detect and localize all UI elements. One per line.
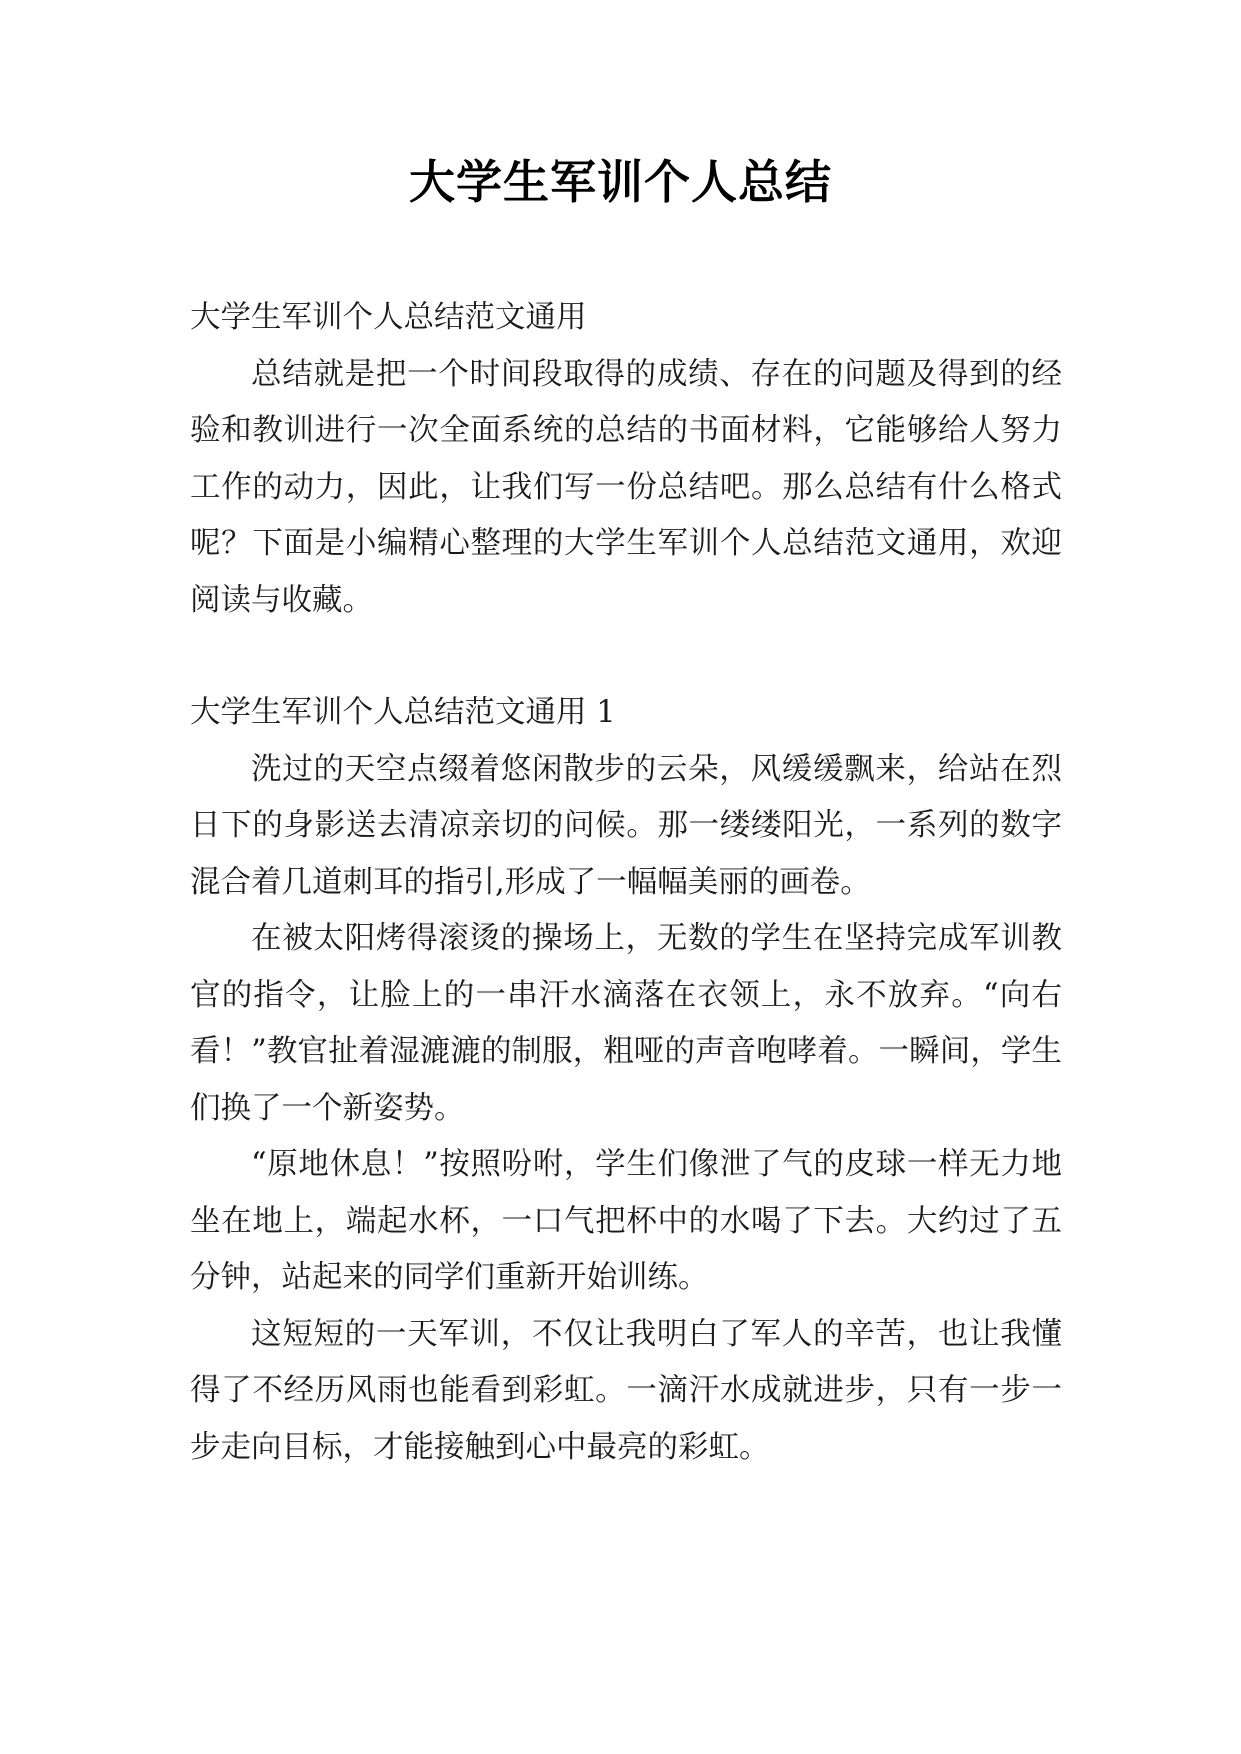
body-paragraph: 在被太阳烤得滚烫的操场上，无数的学生在坚持完成军训教官的指令，让脸上的一串汗水滴落在衣领上，永不放弃。“向右看！”教官扯着湿漉漉的制服，粗哑的声音咆哮着。一瞬间，学生们换了一个新姿势。: [190, 921, 1062, 1126]
body-paragraph: 洗过的天空点缀着悠闲散步的云朵，风缓缓飘来，给站在烈日下的身影送去清凉亲切的问候。那一缕缕阳光，一系列的数字混合着几道刺耳的指引,形成了一幅幅美丽的画卷。: [190, 751, 1062, 900]
intro-paragraph: 总结就是把一个时间段取得的成绩、存在的问题及得到的经验和教训进行一次全面系统的总结的书面材料，它能够给人努力工作的动力，因此，让我们写一份总结吧。那么总结有什么格式呢？下面是小编精心整理的大学生军训个人总结范文通用，欢迎阅读与收藏。: [190, 356, 1062, 618]
body-paragraph: 这短短的一天军训，不仅让我明白了军人的辛苦，也让我懂得了不经历风雨也能看到彩虹。一滴汗水成就进步，只有一步一步走向目标，才能接触到心中最亮的彩虹。: [190, 1316, 1062, 1465]
document-body: [190, 290, 1062, 1476]
section-spacer: [190, 629, 1062, 685]
body-paragraph: “原地休息！”按照吩咐，学生们像泄了气的皮球一样无力地坐在地上，端起水杯，一口气把杯中的水喝了下去。大约过了五分钟，站起来的同学们重新开始训练。: [190, 1147, 1062, 1295]
document-title: 大学生军训个人总结: [409, 155, 832, 209]
section-heading: 大学生军训个人总结范文通用: [190, 300, 587, 335]
section-heading: 大学生军训个人总结范文通用 1: [190, 695, 616, 730]
